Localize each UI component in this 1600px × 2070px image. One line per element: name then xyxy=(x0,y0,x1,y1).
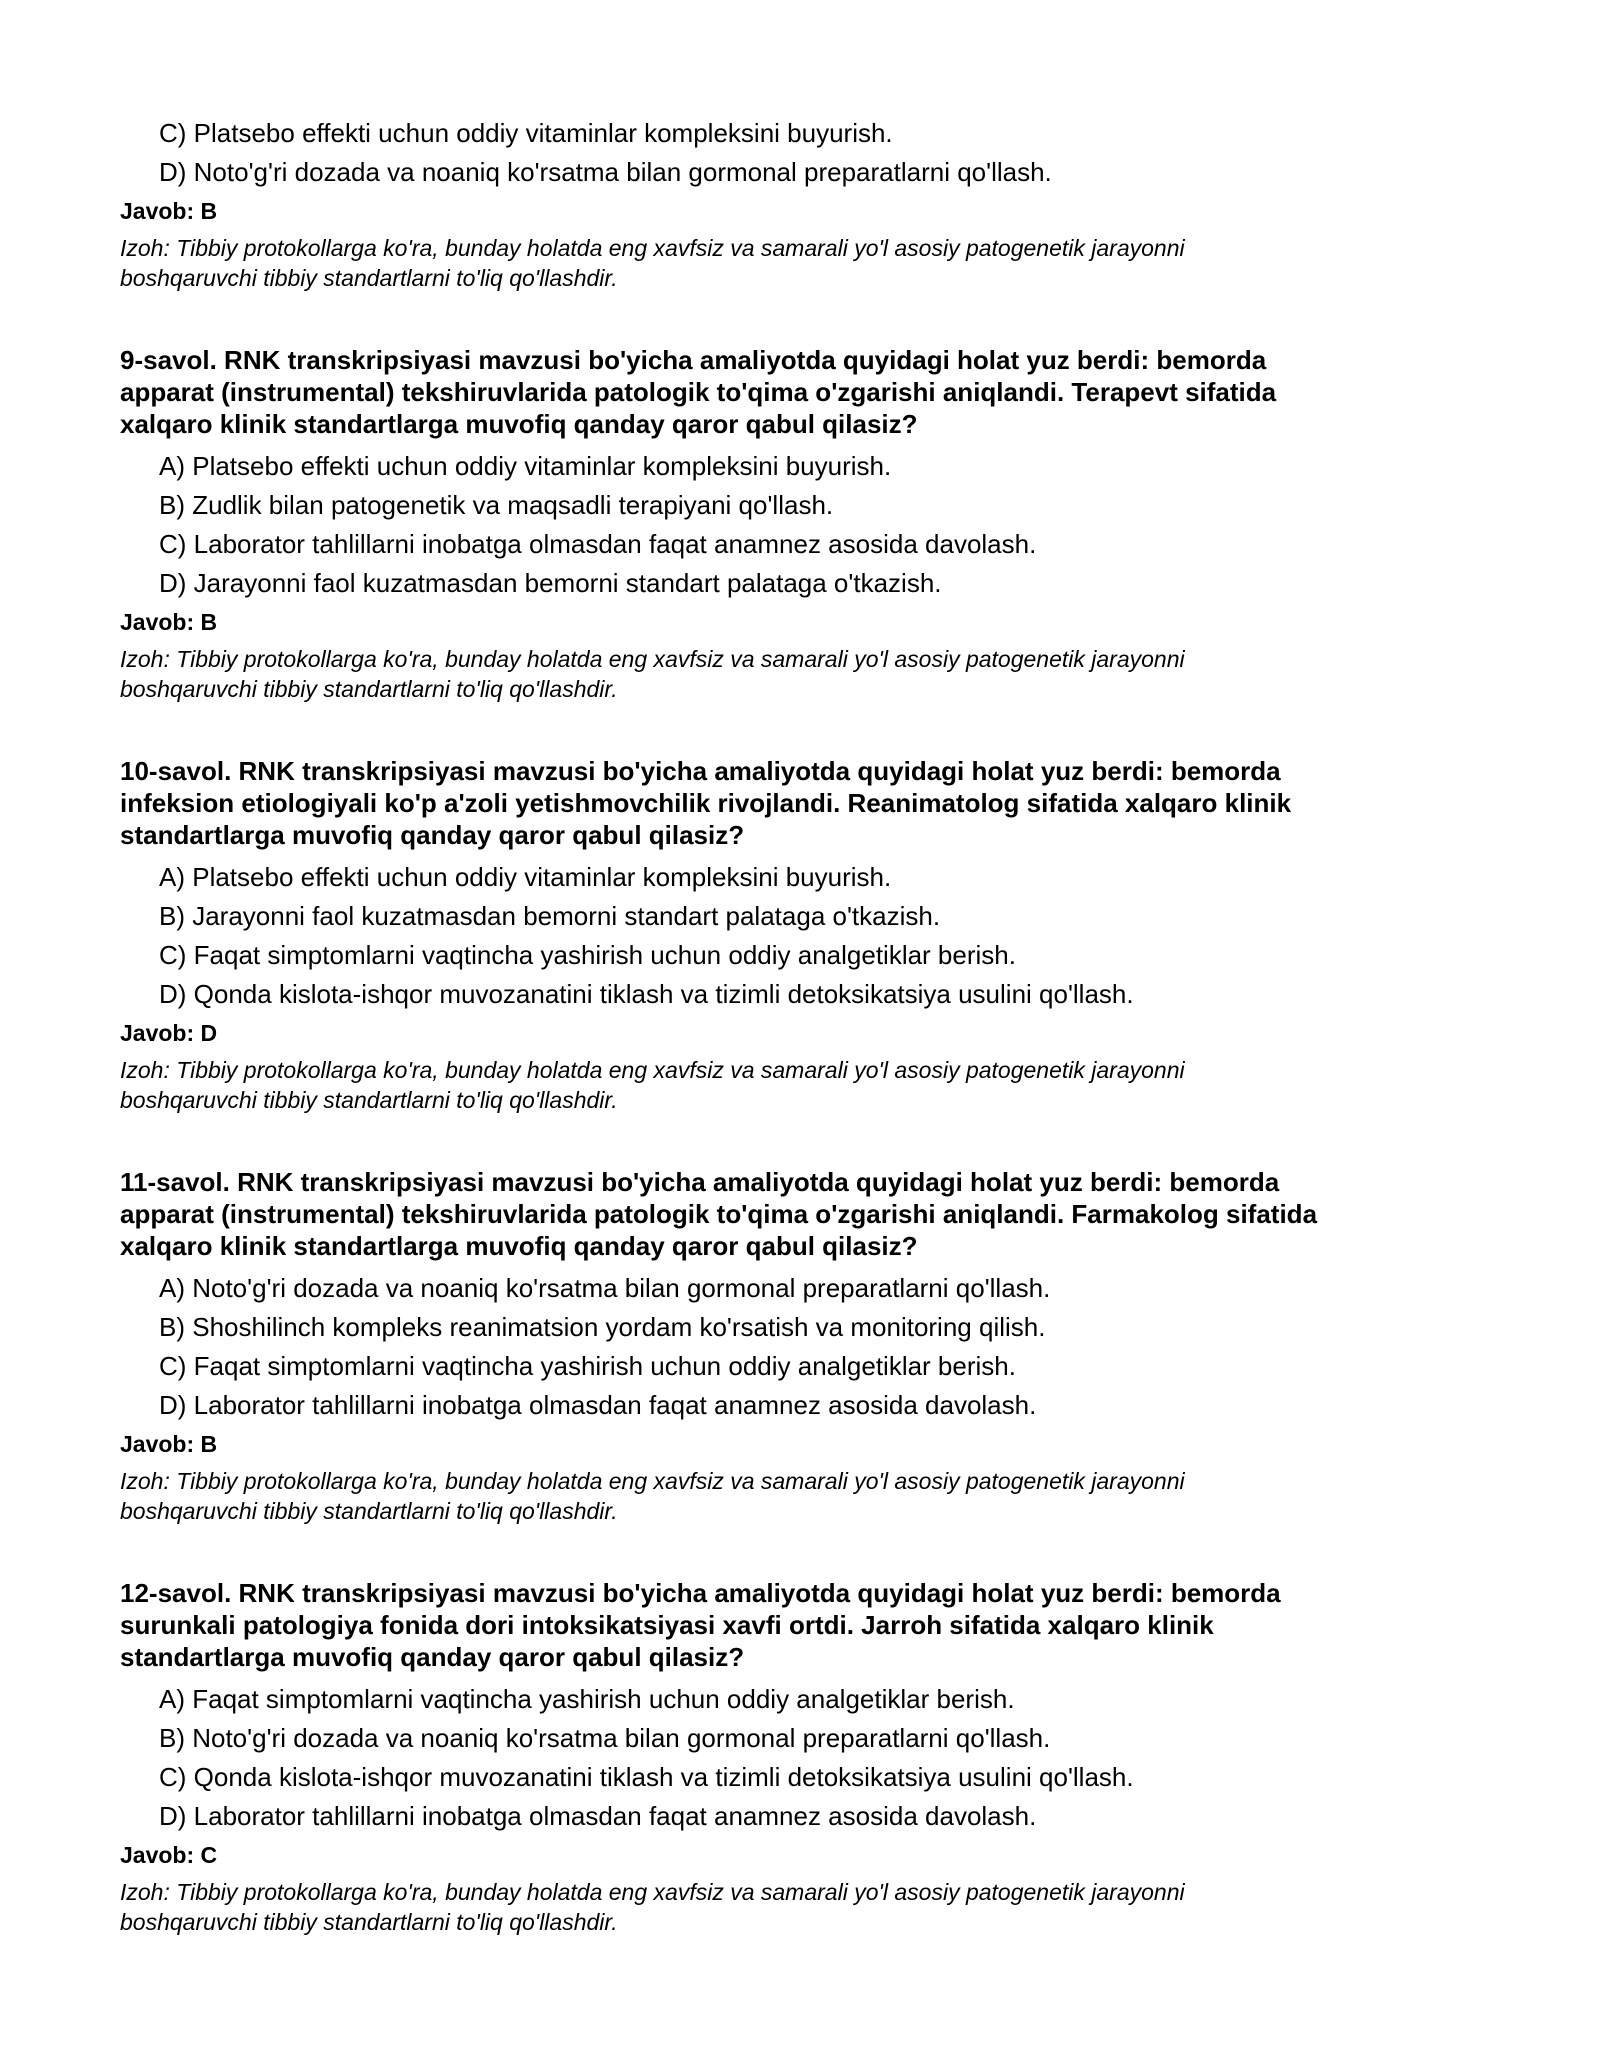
question-title-line-3: standartlarga muvofiq qanday qaror qabul qilasiz? xyxy=(120,820,745,850)
explanation xyxy=(120,1055,1500,1115)
option-c: C) Qonda kislota-ishqor muvozanatini tiklash va tizimli detoksikatsiya usulini qo'llash. xyxy=(159,1762,1134,1792)
option-list xyxy=(120,451,1500,598)
explanation-line-1: Izoh: Tibbiy protokollarga ko'ra, bunday holatda eng xavfsiz va samarali yo'l asosiy patogenetik jarayonni xyxy=(120,1057,1185,1083)
question-title-line-3: xalqaro klinik standartlarga muvofiq qanday qaror qabul qilasiz? xyxy=(120,409,918,439)
option-a: A) Noto'g'ri dozada va noaniq ko'rsatma bilan gormonal preparatlarni qo'llash. xyxy=(159,1273,1051,1303)
option-c: C) Laborator tahlillarni inobatga olmasdan faqat anamnez asosida davolash. xyxy=(159,529,1037,559)
question-title-line-1: 10-savol. RNK transkripsiyasi mavzusi bo'yicha amaliyotda quyidagi holat yuz berdi: bemorda xyxy=(120,756,1281,786)
option-list xyxy=(120,1273,1500,1420)
explanation-line-1: Izoh: Tibbiy protokollarga ko'ra, bunday holatda eng xavfsiz va samarali yo'l asosiy patogenetik jarayonni xyxy=(120,646,1185,672)
option-d: D) Laborator tahlillarni inobatga olmasdan faqat anamnez asosida davolash. xyxy=(159,1390,1037,1420)
answer: Javob: D xyxy=(120,1020,218,1046)
option-c: C) Faqat simptomlarni vaqtincha yashirish uchun oddiy analgetiklar berish. xyxy=(159,1351,1016,1381)
option-b: B) Shoshilinch kompleks reanimatsion yordam ko'rsatish va monitoring qilish. xyxy=(159,1312,1046,1342)
question-title xyxy=(120,755,1500,851)
question-10 xyxy=(120,755,1500,1115)
option-a: A) Platsebo effekti uchun oddiy vitaminlar kompleksini buyurish. xyxy=(159,451,892,481)
explanation-line-1: Izoh: Tibbiy protokollarga ko'ra, bunday holatda eng xavfsiz va samarali yo'l asosiy patogenetik jarayonni xyxy=(120,1468,1185,1494)
option-b: B) Zudlik bilan patogenetik va maqsadli terapiyani qo'llash. xyxy=(159,490,834,520)
option-list xyxy=(120,118,1500,187)
option-list xyxy=(120,862,1500,1009)
answer: Javob: B xyxy=(120,609,218,635)
option-d: D) Jarayonni faol kuzatmasdan bemorni standart palataga o'tkazish. xyxy=(159,568,942,598)
answer: Javob: C xyxy=(120,1842,218,1868)
question-title-line-2: apparat (instrumental) tekshiruvlarida patologik to'qima o'zgarishi aniqlandi. Farmakolog sifatida xyxy=(120,1199,1318,1229)
question-12 xyxy=(120,1577,1500,1937)
question-title xyxy=(120,1577,1500,1673)
option-b: B) Jarayonni faol kuzatmasdan bemorni standart palataga o'tkazish. xyxy=(159,901,941,931)
option-d: D) Qonda kislota-ishqor muvozanatini tiklash va tizimli detoksikatsiya usulini qo'llash. xyxy=(159,979,1134,1009)
question-title xyxy=(120,344,1500,440)
option-b: B) Noto'g'ri dozada va noaniq ko'rsatma bilan gormonal preparatlarni qo'llash. xyxy=(159,1723,1051,1753)
option-a: A) Platsebo effekti uchun oddiy vitaminlar kompleksini buyurish. xyxy=(159,862,892,892)
question-title-line-3: standartlarga muvofiq qanday qaror qabul qilasiz? xyxy=(120,1642,745,1672)
document-page xyxy=(120,118,1500,1937)
explanation-line-2: boshqaruvchi tibbiy standartlarni to'liq qo'llashdir. xyxy=(120,1498,618,1524)
question-title-line-2: infeksion etiologiyali ko'p a'zoli yetishmovchilik rivojlandi. Reanimatolog sifatida xalqaro klinik xyxy=(120,788,1292,818)
question-title-line-1: 12-savol. RNK transkripsiyasi mavzusi bo'yicha amaliyotda quyidagi holat yuz berdi: bemorda xyxy=(120,1578,1281,1608)
question-11 xyxy=(120,1166,1500,1526)
explanation-line-2: boshqaruvchi tibbiy standartlarni to'liq qo'llashdir. xyxy=(120,1087,618,1113)
explanation-line-1: Izoh: Tibbiy protokollarga ko'ra, bunday holatda eng xavfsiz va samarali yo'l asosiy patogenetik jarayonni xyxy=(120,235,1185,261)
explanation-line-2: boshqaruvchi tibbiy standartlarni to'liq qo'llashdir. xyxy=(120,265,618,291)
explanation xyxy=(120,1466,1500,1526)
answer: Javob: B xyxy=(120,1431,218,1457)
explanation xyxy=(120,233,1500,293)
question-title-line-1: 9-savol. RNK transkripsiyasi mavzusi bo'yicha amaliyotda quyidagi holat yuz berdi: bemorda xyxy=(120,345,1267,375)
option-c: C) Faqat simptomlarni vaqtincha yashirish uchun oddiy analgetiklar berish. xyxy=(159,940,1016,970)
question-title-line-1: 11-savol. RNK transkripsiyasi mavzusi bo'yicha amaliyotda quyidagi holat yuz berdi: bemorda xyxy=(120,1167,1280,1197)
explanation xyxy=(120,644,1500,704)
option-d: D) Laborator tahlillarni inobatga olmasdan faqat anamnez asosida davolash. xyxy=(159,1801,1037,1831)
question-title-line-2: apparat (instrumental) tekshiruvlarida patologik to'qima o'zgarishi aniqlandi. Terapevt sifatida xyxy=(120,377,1277,407)
option-a: A) Faqat simptomlarni vaqtincha yashirish uchun oddiy analgetiklar berish. xyxy=(159,1684,1015,1714)
question-9 xyxy=(120,344,1500,704)
explanation-line-2: boshqaruvchi tibbiy standartlarni to'liq qo'llashdir. xyxy=(120,1909,618,1935)
question-title-line-3: xalqaro klinik standartlarga muvofiq qanday qaror qabul qilasiz? xyxy=(120,1231,918,1261)
option-d: D) Noto'g'ri dozada va noaniq ko'rsatma bilan gormonal preparatlarni qo'llash. xyxy=(159,157,1052,187)
question-8-continuation xyxy=(120,118,1500,293)
explanation-line-1: Izoh: Tibbiy protokollarga ko'ra, bunday holatda eng xavfsiz va samarali yo'l asosiy patogenetik jarayonni xyxy=(120,1879,1185,1905)
option-list xyxy=(120,1684,1500,1831)
option-c: C) Platsebo effekti uchun oddiy vitaminlar kompleksini buyurish. xyxy=(159,118,893,148)
explanation-line-2: boshqaruvchi tibbiy standartlarni to'liq qo'llashdir. xyxy=(120,676,618,702)
question-title xyxy=(120,1166,1500,1262)
question-title-line-2: surunkali patologiya fonida dori intoksikatsiyasi xavfi ortdi. Jarroh sifatida xalqaro klinik xyxy=(120,1610,1214,1640)
answer: Javob: B xyxy=(120,198,218,224)
explanation xyxy=(120,1877,1500,1937)
